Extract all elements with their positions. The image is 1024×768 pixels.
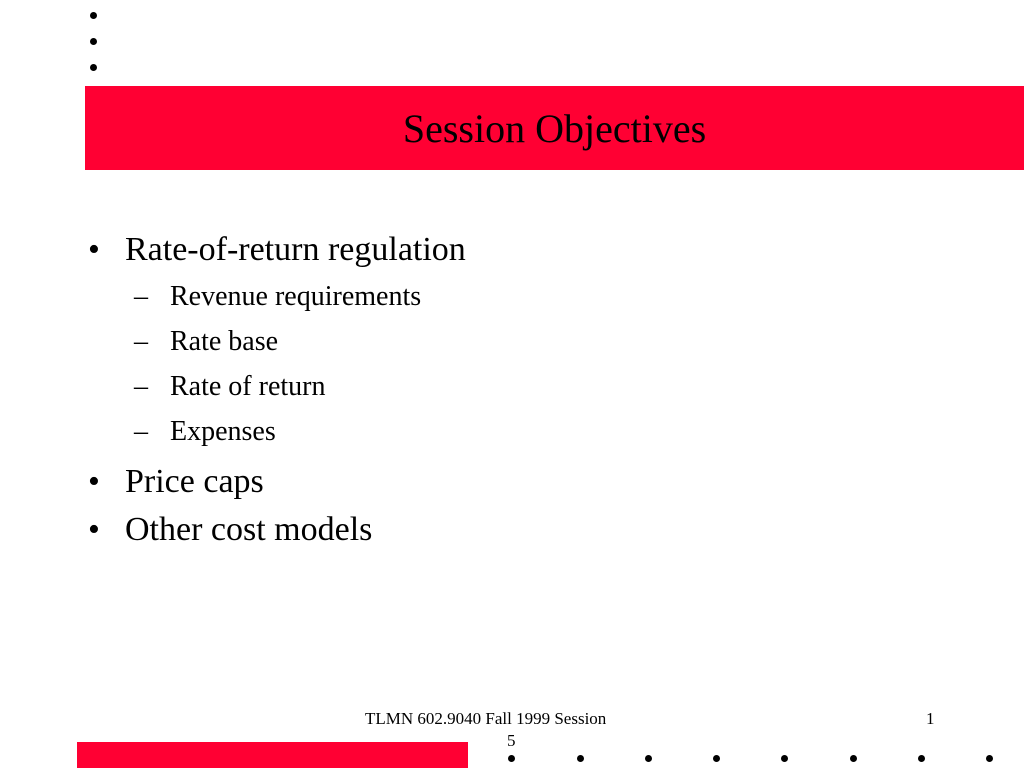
decorative-dot <box>713 755 720 762</box>
decorative-dot <box>90 38 97 45</box>
sub-bullet-item <box>88 319 988 364</box>
bullet-item <box>88 226 988 274</box>
page-number: 1 <box>926 709 935 728</box>
dash-marker: – <box>134 326 148 357</box>
bullet-text: Other cost models <box>125 511 373 548</box>
bullet-marker: • <box>88 231 100 268</box>
dash-marker: – <box>134 371 148 402</box>
sub-bullet-item <box>88 274 988 319</box>
sub-bullet-item <box>88 409 988 454</box>
slide-title: Session Objectives <box>402 105 707 151</box>
footer-course-info <box>365 708 665 752</box>
dash-marker: – <box>134 416 148 447</box>
decorative-dot <box>645 755 652 762</box>
sub-bullet-text: Rate base <box>170 326 279 357</box>
decorative-dot <box>781 755 788 762</box>
footer-session-number: 5 <box>507 731 516 750</box>
sub-bullet-list <box>88 274 988 454</box>
decorative-dot <box>986 755 993 762</box>
bullet-text: Price caps <box>125 463 264 500</box>
bullet-item <box>88 506 988 554</box>
title-band <box>85 86 1024 170</box>
slide-content <box>88 226 988 554</box>
decorative-dot <box>577 755 584 762</box>
decorative-dot <box>850 755 857 762</box>
sub-bullet-item <box>88 364 988 409</box>
sub-bullet-text: Rate of return <box>170 371 326 402</box>
sub-bullet-text: Revenue requirements <box>170 281 422 312</box>
decorative-dot <box>508 755 515 762</box>
decorative-dot <box>918 755 925 762</box>
bullet-text: Rate-of-return regulation <box>125 231 466 268</box>
sub-bullet-text: Expenses <box>170 416 276 447</box>
bullet-item <box>88 458 988 506</box>
dash-marker: – <box>134 281 148 312</box>
decorative-dot <box>90 12 97 19</box>
bullet-marker: • <box>88 511 100 548</box>
decorative-dot <box>90 64 97 71</box>
bullet-marker: • <box>88 463 100 500</box>
footer-course-line: TLMN 602.9040 Fall 1999 Session <box>365 709 607 728</box>
